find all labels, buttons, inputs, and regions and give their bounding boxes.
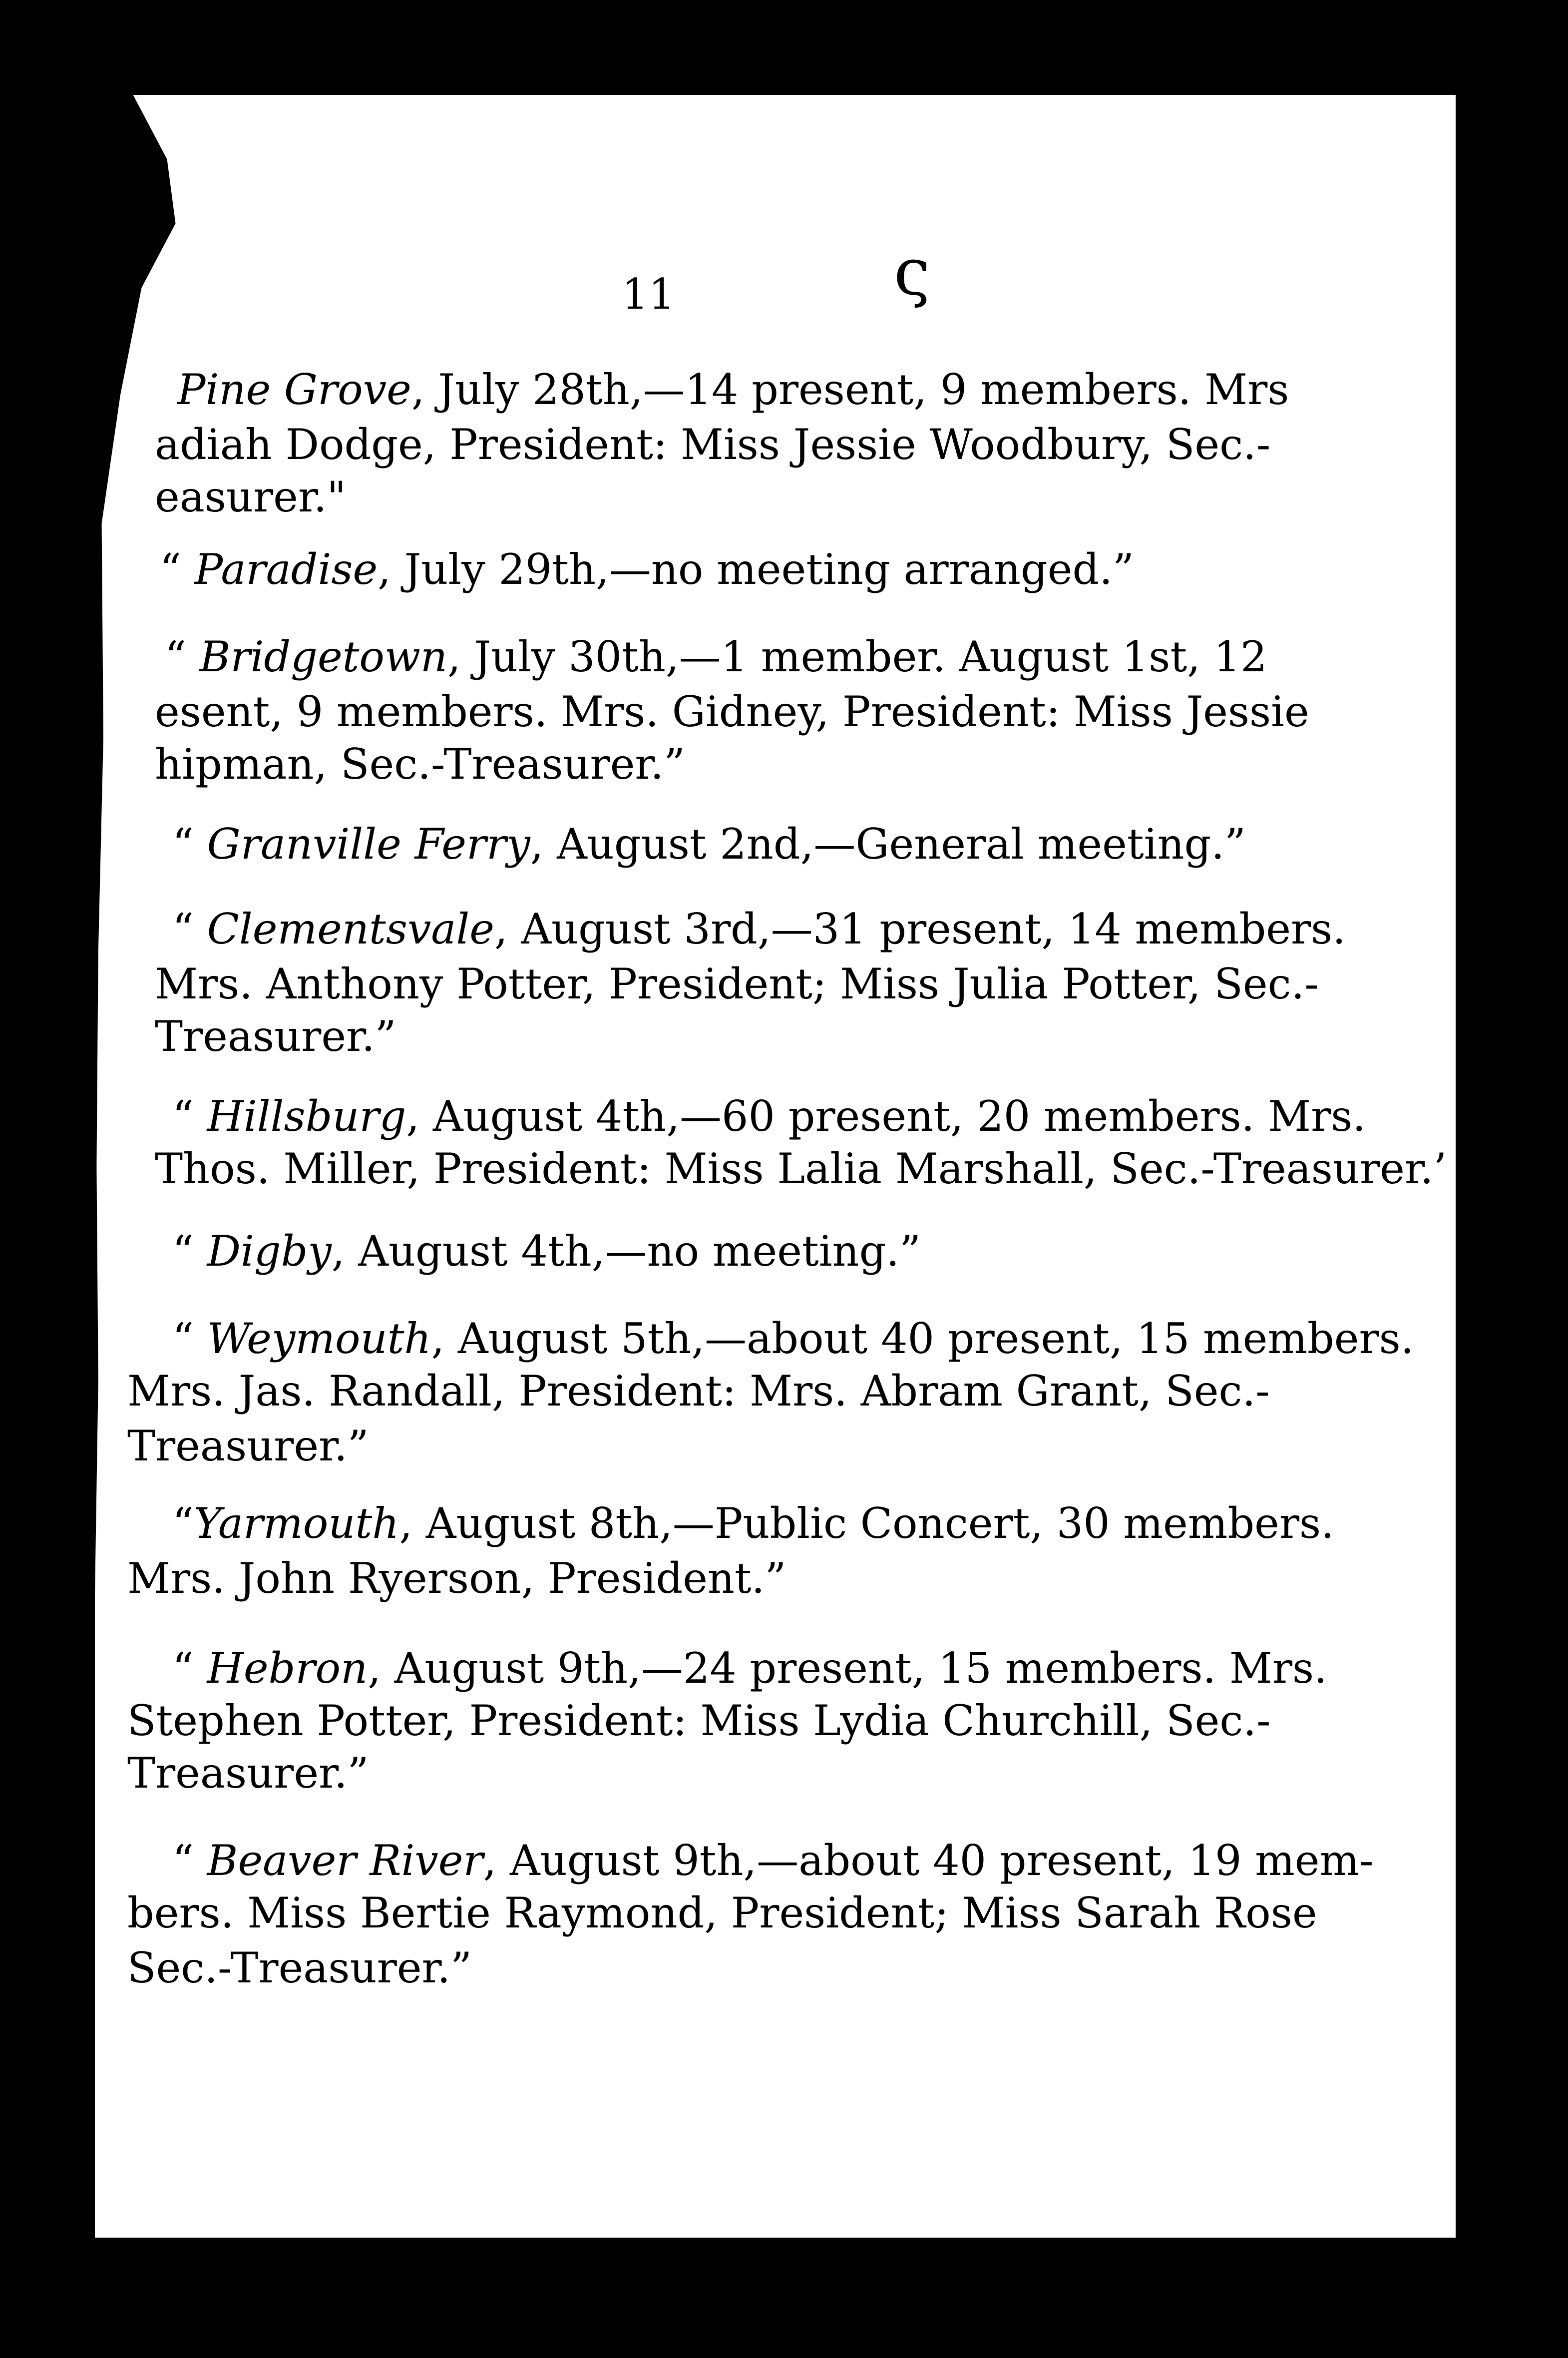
entry-4-line-0: “ Clementsvale, August 3rd,—31 present, 14 members. <box>172 905 1346 953</box>
entry-9-line-2: Treasurer.” <box>127 1749 369 1798</box>
entry-4-line-1: Mrs. Anthony Potter, President; Miss Julia Potter, Sec.- <box>155 959 1319 1008</box>
entry-0-line-1: adiah Dodge, President: Miss Jessie Woodbury, Sec.- <box>155 420 1271 469</box>
entry-2-line-1: esent, 9 members. Mrs. Gidney, President: Miss Jessie <box>155 687 1309 736</box>
entry-6-line-0: “ Digby, August 4th,—no meeting.” <box>172 1227 921 1276</box>
entry-9-line-1: Stephen Potter, President: Miss Lydia Churchill, Sec.- <box>127 1696 1271 1745</box>
entry-7-line-2: Treasurer.” <box>127 1421 369 1470</box>
entry-2-line-2: hipman, Sec.-Treasurer.” <box>155 740 685 789</box>
entry-10-line-2: Sec.-Treasurer.” <box>127 1943 472 1992</box>
entry-2-line-0: “ Bridgetown, July 30th,—1 member. August 1st, 12 <box>165 632 1267 681</box>
entry-5-line-1: Thos. Miller, President: Miss Lalia Marshall, Sec.-Treasurer.’ <box>155 1144 1447 1193</box>
entry-10-line-0: “ Beaver River, August 9th,—about 40 present, 19 mem- <box>172 1836 1374 1885</box>
entry-0-line-2: easurer." <box>155 472 347 521</box>
entry-8-line-0: “Yarmouth, August 8th,—Public Concert, 30 members. <box>172 1499 1334 1548</box>
entry-4-line-2: Treasurer.” <box>155 1012 396 1061</box>
handwritten-mark: ς <box>894 234 930 310</box>
page-number: 11 <box>622 270 675 319</box>
entry-8-line-1: Mrs. John Ryerson, President.” <box>127 1554 786 1603</box>
entry-0-line-0: Pine Grove, July 28th,—14 present, 9 members. Mrs <box>177 365 1289 414</box>
entry-7-line-1: Mrs. Jas. Randall, President: Mrs. Abram Grant, Sec.- <box>127 1367 1270 1415</box>
entry-5-line-0: “ Hillsburg, August 4th,—60 present, 20 members. Mrs. <box>172 1092 1366 1141</box>
entry-3-line-0: “ Granville Ferry, August 2nd,—General meeting.” <box>172 820 1246 869</box>
entry-7-line-0: “ Weymouth, August 5th,—about 40 present, 15 members. <box>172 1314 1414 1363</box>
entry-10-line-1: bers. Miss Bertie Raymond, President; Miss Sarah Rose <box>127 1888 1317 1937</box>
entry-9-line-0: “ Hebron, August 9th,—24 present, 15 members. Mrs. <box>172 1644 1327 1693</box>
entry-1-line-0: “ Paradise, July 29th,—no meeting arranged.” <box>160 545 1134 594</box>
